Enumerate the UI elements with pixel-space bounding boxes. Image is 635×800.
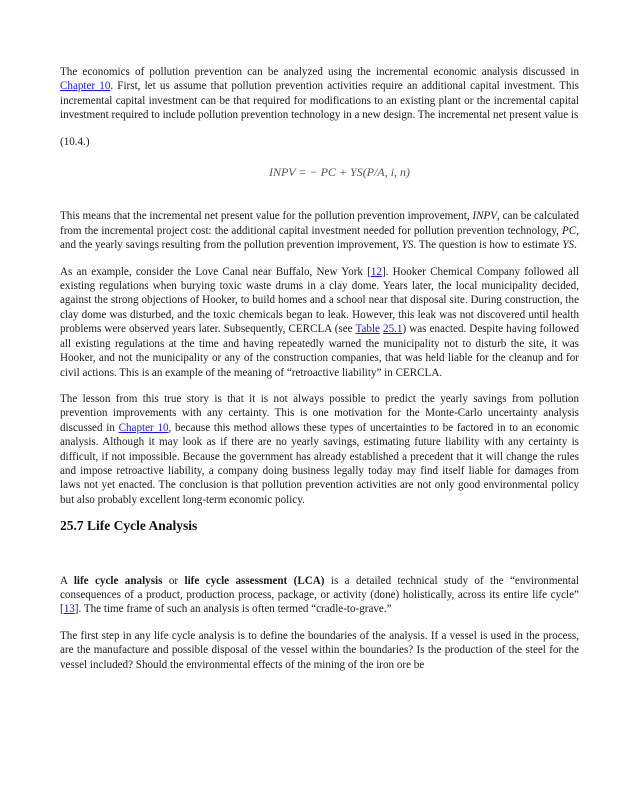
paragraph-lesson xyxy=(60,392,579,507)
text: The economics of pollution prevention can be analyzed using the incremental economic analysis discussed in xyxy=(60,66,579,78)
table-link[interactable]: Table xyxy=(355,323,380,336)
table-25-1-link[interactable]: 25.1 xyxy=(383,323,403,336)
text: A xyxy=(60,574,74,587)
paragraph-economics-intro xyxy=(60,65,579,123)
document-page xyxy=(60,65,579,672)
term-lca: life cycle assessment (LCA) xyxy=(184,574,325,587)
var-ys: YS xyxy=(562,239,575,252)
chapter-10-link[interactable]: Chapter 10 xyxy=(60,80,111,93)
text: . xyxy=(574,239,577,252)
paragraph-love-canal xyxy=(60,265,579,380)
inpv-equation: INPV = − PC + YS(P/A, i, n) xyxy=(268,165,411,180)
equation-number: (10.4.) xyxy=(60,135,90,148)
reference-12-link[interactable]: 12 xyxy=(370,265,382,278)
text: ]. The time frame of such an analysis is often termed “cradle-to-grave.” xyxy=(74,603,392,616)
var-pc: PC xyxy=(562,224,577,237)
section-heading: 25.7 Life Cycle Analysis xyxy=(60,518,198,534)
text: ]. Hooker Chemical Company followed all existing regulations when burying toxic waste drums in a clay dome. Years later, the local municipality decided, against the strong objections of Hooker, to build homes and a school near that disposal site. During construction, the clay dome was disturbed, and the toxic chemicals began to leak. However, this leak was not discovered until health problems were observed years later. Subsequently, CERCLA (see xyxy=(60,265,579,336)
text: , because this method allows these types of uncertainties to be factored in to an economic analysis. Although it may look as if there are no yearly savings, estimating future liability with any certainty is difficult, if not impossible. Because the government has already established a precedent that it will change the rules and impose retroactive liability, a company doing business legally today may find itself liable for damages from laws not yet enacted. The conclusion is that pollution prevention activities are not only good environmental policy but also probably excellent long-term economic policy. xyxy=(60,421,579,506)
text: , can be calculated from the incremental project cost: the additional capital investment needed for pollution prevention technology, xyxy=(60,210,579,237)
var-ys: YS xyxy=(401,239,414,252)
text: ) was enacted. Despite having followed all existing regulations at the time and having repeatedly warned the municipality not to disturb the site, it was Hooker, and not the municipality or any of the construction companies, that was held liable for the cleanup and for civil actions. This is an example of the meaning of “retroactive liability” in CERCLA. xyxy=(60,323,579,379)
var-inpv: INPV xyxy=(472,210,498,223)
term-life-cycle-analysis: life cycle analysis xyxy=(73,574,163,587)
text: As an example, consider the Love Canal near Buffalo, New York [ xyxy=(60,265,371,278)
text: This means that the incremental net present value for the pollution prevention improvement, xyxy=(60,210,473,223)
text: . The question is how to estimate xyxy=(413,239,563,252)
paragraph-inpv-meaning xyxy=(60,209,579,252)
text: . First, let us assume that pollution prevention activities require an additional capital investment. This incremental capital investment can be that required for modifications to an existing plant or the incremental capital investment required to include pollution prevention technology in a new design. The incremental net present value is xyxy=(60,80,579,122)
chapter-10-link[interactable]: Chapter 10 xyxy=(118,421,169,434)
text: or xyxy=(162,574,185,587)
text: , and the yearly savings resulting from the pollution prevention improvement, xyxy=(60,224,579,252)
text: The first step in any life cycle analysis is to define the boundaries of the analysis. If a vessel is used in the process, are the manufacture and possible disposal of the vessel within the boundaries? Is the production of the steel for the vessel included? Should the environmental effects of the mining of the iron ore be xyxy=(60,629,579,671)
text: The lesson from this true story is that it is not always possible to predict the yearly savings from pollution prevention improvements with any certainty. This is one motivation for the Monte-Carlo uncertainty analysis discussed in xyxy=(60,392,579,434)
text: is a detailed technical study of the “environmental consequences of a product, production process, package, or activity (done) holistically, across its entire life cycle” [ xyxy=(60,574,580,616)
reference-13-link[interactable]: 13 xyxy=(63,603,75,616)
paragraph-lca-definition xyxy=(60,574,579,617)
paragraph-lca-boundaries xyxy=(60,629,579,672)
